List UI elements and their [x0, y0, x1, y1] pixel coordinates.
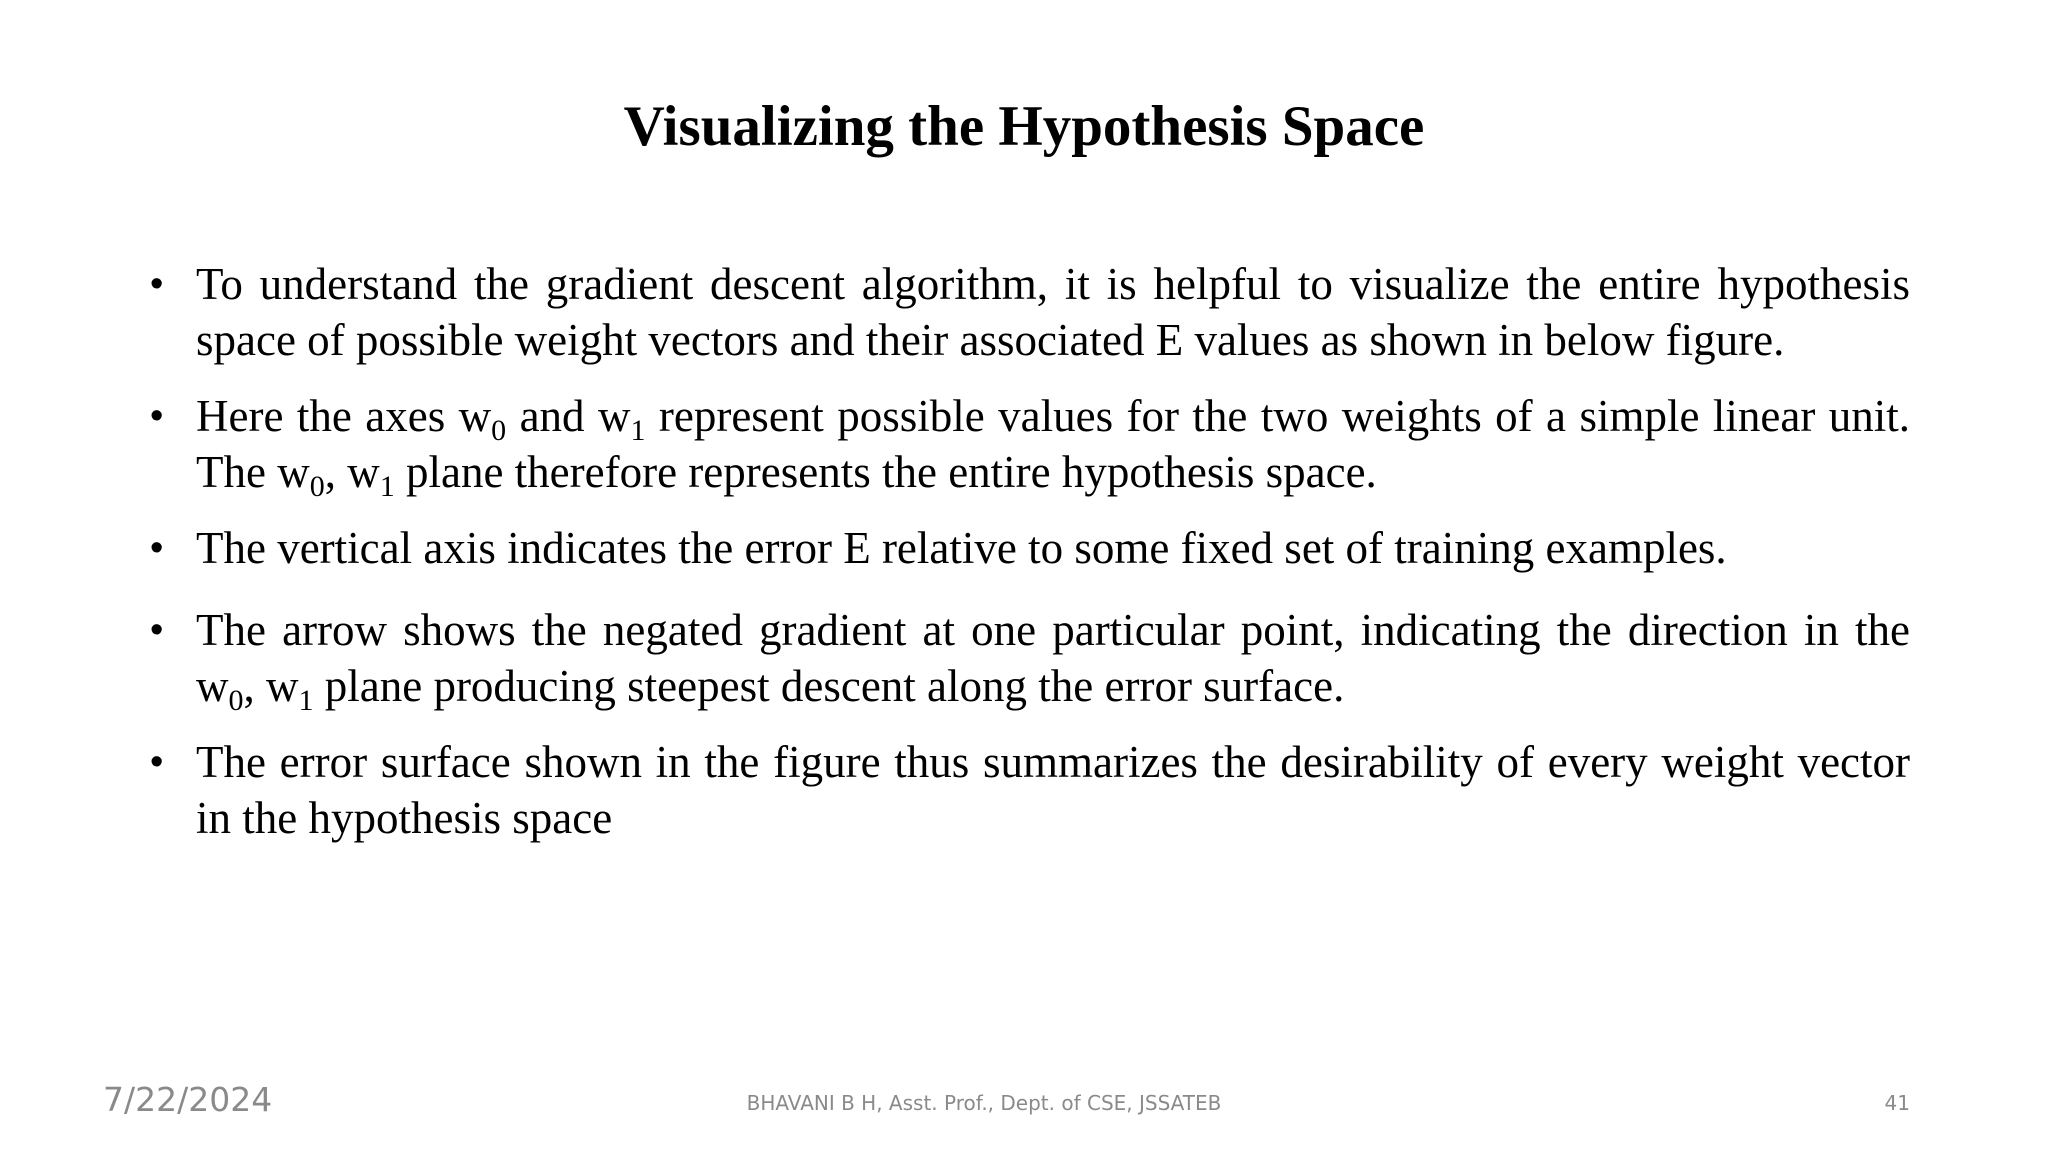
bullet-item	[150, 256, 1910, 368]
bullet-text	[196, 602, 1910, 717]
text-run: The arrow shows the negated gradient at one particular point, indicating the direction in the w	[196, 605, 1910, 711]
subscript: 1	[298, 684, 314, 717]
bullet-item	[150, 734, 1910, 846]
text-run: , w	[324, 447, 380, 497]
bullet-text	[196, 388, 1910, 503]
text-run: represent possible values for the two weights of a simple linear unit. The w	[196, 391, 1910, 497]
page-number: 41	[1884, 1091, 1910, 1115]
bullet-text: To understand the gradient descent algorithm, it is helpful to visualize the entire hypothesis space of possible weight vectors and their associated E values as shown in below figure.	[196, 259, 1910, 365]
bullet-text: The vertical axis indicates the error E relative to some fixed set of training examples.	[196, 523, 1727, 573]
bullet-icon: •	[150, 527, 164, 569]
subscript: 0	[309, 470, 325, 503]
text-run: , w	[243, 661, 299, 711]
text-run: plane therefore represents the entire hypothesis space.	[394, 447, 1377, 497]
subscript: 0	[491, 414, 507, 447]
footer-date: 7/22/2024	[103, 1080, 273, 1119]
bullet-text: The error surface shown in the figure thus summarizes the desirability of every weight vector in the hypothesis space	[196, 737, 1910, 843]
bullet-list	[150, 256, 1910, 846]
slide-title: Visualizing the Hypothesis Space	[623, 95, 1425, 158]
bullet-icon: •	[150, 741, 164, 783]
bullet-icon: •	[150, 395, 164, 437]
text-run: Here the axes w	[196, 391, 492, 441]
subscript: 0	[228, 684, 244, 717]
footer-author: BHAVANI B H, Asst. Prof., Dept. of CSE, JSSATEB	[746, 1091, 1222, 1115]
text-run: plane producing steepest descent along the error surface.	[313, 661, 1345, 711]
bullet-item	[150, 388, 1910, 503]
text-run: and w	[506, 391, 631, 441]
bullet-item	[150, 520, 1910, 576]
subscript: 1	[630, 414, 646, 447]
bullet-item	[150, 602, 1910, 717]
bullet-icon: •	[150, 263, 164, 305]
subscript: 1	[379, 470, 395, 503]
bullet-icon: •	[150, 609, 164, 651]
